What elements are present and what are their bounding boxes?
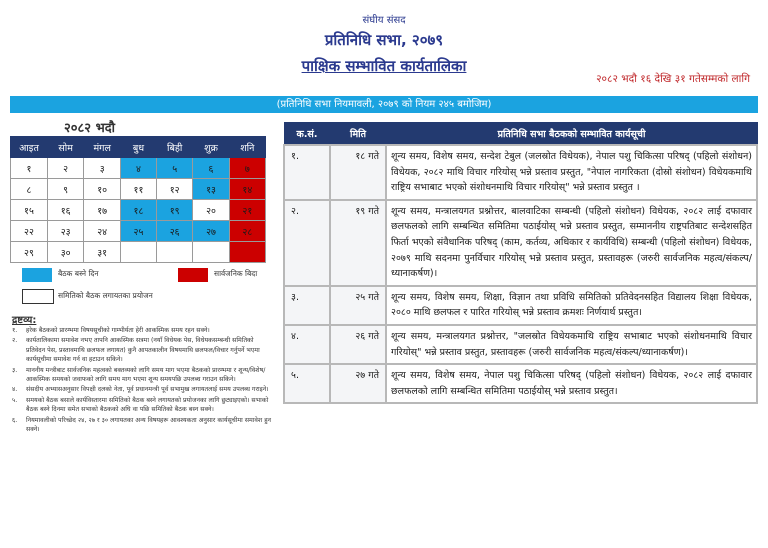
agenda-text: शून्य समय, मन्त्रालयगत प्रश्नोत्तर, बालवाटिका सम्बन्धी (पहिलो संशोधन) विधेयक, २०८२ लाई दफावार छलफलको लागि सम्बन्धित समितिमा पठाईयोस् भन्ने प्रस्ताव प्रस्तुत, सम्माननीय राष्ट्रपतिबाट सन्देशसहित फिर्ता भएको संवैधानिक परिषद् (काम, कर्तव्य, अधिकार र कार्यविधि) सम्बन्धी (पहिलो संशोधन) विधेयक, २०७९ माथि सदनमा पुनर्विचार गरियोस् भन्ने प्रस्ताव प्रस्तुत, प्रस्तावहरू (जरुरी सार्वजनिक महत्व/संकल्प/ध्यानाकर्षण)। (386, 200, 757, 286)
parliament-subtitle: संघीय संसद (362, 15, 406, 26)
calendar-week-row (11, 179, 266, 200)
schedule-title: पाक्षिक सम्भावित कार्यतालिका (301, 57, 467, 75)
agenda-date: १८ गते (330, 145, 386, 200)
calendar-day: २६ (156, 221, 192, 242)
note-item (12, 385, 274, 394)
weekday-header: बिही (156, 137, 192, 158)
calendar-day: १३ (193, 179, 229, 200)
calendar-week-row (11, 242, 266, 263)
agenda-serial: ५. (284, 364, 330, 403)
calendar-day: १२ (156, 179, 192, 200)
calendar-day: ४ (121, 158, 157, 179)
agenda-text: शून्य समय, मन्त्रालयगत प्रश्नोत्तर, "जलस्रोत विधेयकमाथि राष्ट्रिय सभाबाट भएको संशोधनमाथि विचार गरियोस्" भन्ने प्रस्ताव प्रस्तुत, प्रस्तावहरू (जरुरी सार्वजनिक महत्व/संकल्प/ध्यानाकर्षण)। (386, 325, 757, 364)
calendar-day: १४ (229, 179, 265, 200)
legend-committee-swatch (22, 289, 54, 304)
calendar-empty-cell (193, 242, 229, 263)
calendar-day: ८ (11, 179, 48, 200)
agenda-table (283, 122, 758, 404)
calendar-day: १९ (156, 200, 192, 221)
calendar-day: २४ (84, 221, 121, 242)
calendar-day: ३० (47, 242, 83, 263)
calendar-week-row (11, 221, 266, 242)
note-text: नियमावलीको परिच्छेद २४, २७ र ३० लगायतका अन्य विषयहरू आवश्यकता अनुसार कार्यसूचीमा समावेश हुन सक्ने। (26, 416, 272, 434)
agenda-date: २७ गते (330, 364, 386, 403)
calendar-day: ११ (121, 179, 157, 200)
weekday-header: शुक्र (193, 137, 229, 158)
note-item (12, 326, 274, 335)
calendar-day: २३ (47, 221, 83, 242)
legend-committee-label: समितिको बैठक लगायतका प्रयोजन (58, 291, 153, 300)
weekday-header: शनि (229, 137, 265, 158)
note-number: ४. (12, 386, 18, 394)
calendar-day: १८ (121, 200, 157, 221)
calendar-day: १ (11, 158, 48, 179)
note-number: ५. (12, 396, 18, 404)
agenda-row (284, 364, 757, 403)
calendar-empty-cell (229, 242, 265, 263)
agenda-row (284, 200, 757, 286)
agenda-header-serial: क.सं. (284, 123, 330, 146)
note-number: ३. (12, 366, 18, 374)
agenda-text: शून्य समय, विशेष समय, नेपाल पशु चिकित्सा परिषद् (पहिलो संशोधन) विधेयक, २०८२ लाई दफावार छलफलको लागि सम्बन्धित समितिमा पठाईयोस् भन्ने प्रस्ताव प्रस्तुत। (386, 364, 757, 403)
calendar-day: २२ (11, 221, 48, 242)
calendar-day: १० (84, 179, 121, 200)
calendar-day: २१ (229, 200, 265, 221)
agenda-row (284, 325, 757, 364)
weekday-header: सोम (47, 137, 83, 158)
legend-holiday-label: सार्वजनिक बिदा (214, 269, 258, 278)
note-item (12, 366, 274, 385)
calendar-day: ६ (193, 158, 229, 179)
calendar-body (11, 158, 266, 263)
calendar-week-row (11, 200, 266, 221)
agenda-serial: ४. (284, 325, 330, 364)
note-number: १. (12, 327, 18, 334)
agenda-header-date: मिति (330, 123, 386, 146)
calendar-day: ७ (229, 158, 265, 179)
calendar-week-row (11, 158, 266, 179)
calendar-day: १५ (11, 200, 48, 221)
note-number: ६. (12, 416, 18, 424)
agenda-date: १९ गते (330, 200, 386, 286)
agenda-header-row (284, 123, 757, 146)
note-text: हरेक बैठकको प्रारम्भमा विषयसूचीको गाम्भीर्यता हेरी आकस्मिक समय रहन सक्ने। (26, 327, 210, 334)
calendar-day: २ (47, 158, 83, 179)
calendar-day: १६ (47, 200, 83, 221)
note-text: माननीय मन्त्रीबाट सार्वजनिक महत्वको बक्तव्यको लागि समय माग भएमा बैठकको प्रारम्भमा र शून्य/विशेष/आकस्मिक समयको जवाफको लागि समय माग भएमा शून्य समयपछि उपलब्ध गराउन सकिने। (26, 366, 266, 384)
legend-meeting-swatch (22, 268, 52, 282)
note-text: कार्यतालिकामा समावेश नभए तापनि आकस्मिक सत्रमा (नयाँ विधेयक पेस, विधेयकसम्बन्धी समितिको प्रतिवेदन पेस, प्रस्तावमाथि छलफल लगायत) कुनै आपतकालीन विषयमाथि छलफल/विचार गर्नुपर्ने भएमा कार्यसूचीमा समावेश गर्न वा हटाउन सकिने। (26, 337, 260, 364)
note-text: समयको बैठक बसाले कार्यविस्तारमा समितिको बैठक बस्ने लगायतको प्रयोजनका लागि छुट्याइएको। सभाको बैठक बस्ने दिनमा समेत सभाको बैठकको अघि वा पछि समितिको बैठक बस्न सक्ने। (26, 396, 269, 414)
note-item (12, 416, 274, 435)
agenda-date: २६ गते (330, 325, 386, 364)
note-text: संसदीय अभ्यासअनुसार विपक्षी दलको नेता, पूर्व प्रधानमन्त्री पूर्व सभामुख लगायतलाई समय उपलब्ध गराइने। (26, 386, 269, 394)
agenda-header-agenda: प्रतिनिधि सभा बैठकको सम्भावित कार्यसूची (386, 123, 757, 146)
calendar-empty-cell (121, 242, 157, 263)
calendar-day: ३१ (84, 242, 121, 263)
notes-heading: द्रष्टव्य: (12, 315, 37, 326)
note-item (12, 396, 274, 415)
calendar-day: २९ (11, 242, 48, 263)
note-number: २. (12, 337, 18, 345)
agenda-row (284, 145, 757, 200)
calendar-day: ५ (156, 158, 192, 179)
agenda-text: शून्य समय, विशेष समय, सन्देश टेबुल (जलस्रोत विधेयक), नेपाल पशु चिकित्सा परिषद् (पहिलो संशोधन) विधेयक, २०८२ माथि विचार गरियोस् भन्ने प्रस्ताव प्रस्तुत, "नेपाल नागरिकता (दोस्रो संशोधन) विधेयकमाथि राष्ट्रिय सभाबाट भएको संशोधनमाथि विचार गरियोस्" भन्ने प्रस्ताव प्रस्तुत । (386, 145, 757, 200)
calendar-weekday-row (11, 137, 266, 158)
page-title: प्रतिनिधि सभा, २०७९ (324, 31, 444, 49)
calendar-day: २५ (121, 221, 157, 242)
calendar-empty-cell (156, 242, 192, 263)
agenda-text: शून्य समय, विशेष समय, शिक्षा, विज्ञान तथा प्रविधि समितिको प्रतिवेदनसहित विद्यालय शिक्षा विधेयक, २०८० माथि छलफल र पारित गरियोस् भन्ने प्रस्ताव क्रमशः निर्णयार्थ प्रस्तुत। (386, 286, 757, 325)
calendar-day: ९ (47, 179, 83, 200)
notes-list (12, 326, 274, 435)
calendar-day: १७ (84, 200, 121, 221)
date-range: २०८२ भदौ १६ देखि ३१ गतेसम्मको लागि (596, 73, 750, 85)
note-item (12, 336, 274, 364)
agenda-serial: १. (284, 145, 330, 200)
weekday-header: बुध (121, 137, 157, 158)
calendar-table (10, 136, 266, 263)
legend-meeting-label: बैठक बस्ने दिन (58, 269, 99, 278)
calendar-month-title: २०८२ भदौ (64, 121, 115, 136)
calendar-day: २० (193, 200, 229, 221)
agenda-row (284, 286, 757, 325)
weekday-header: आइत (11, 137, 48, 158)
legend-holiday-swatch (178, 268, 208, 282)
agenda-serial: २. (284, 200, 330, 286)
weekday-header: मंगल (84, 137, 121, 158)
agenda-serial: ३. (284, 286, 330, 325)
calendar-day: ३ (84, 158, 121, 179)
calendar-day: २७ (193, 221, 229, 242)
agenda-date: २५ गते (330, 286, 386, 325)
rules-note-bar: (प्रतिनिधि सभा नियमावली, २०७९ को नियम २४५ बमोजिम) (10, 96, 758, 113)
calendar-day: २८ (229, 221, 265, 242)
